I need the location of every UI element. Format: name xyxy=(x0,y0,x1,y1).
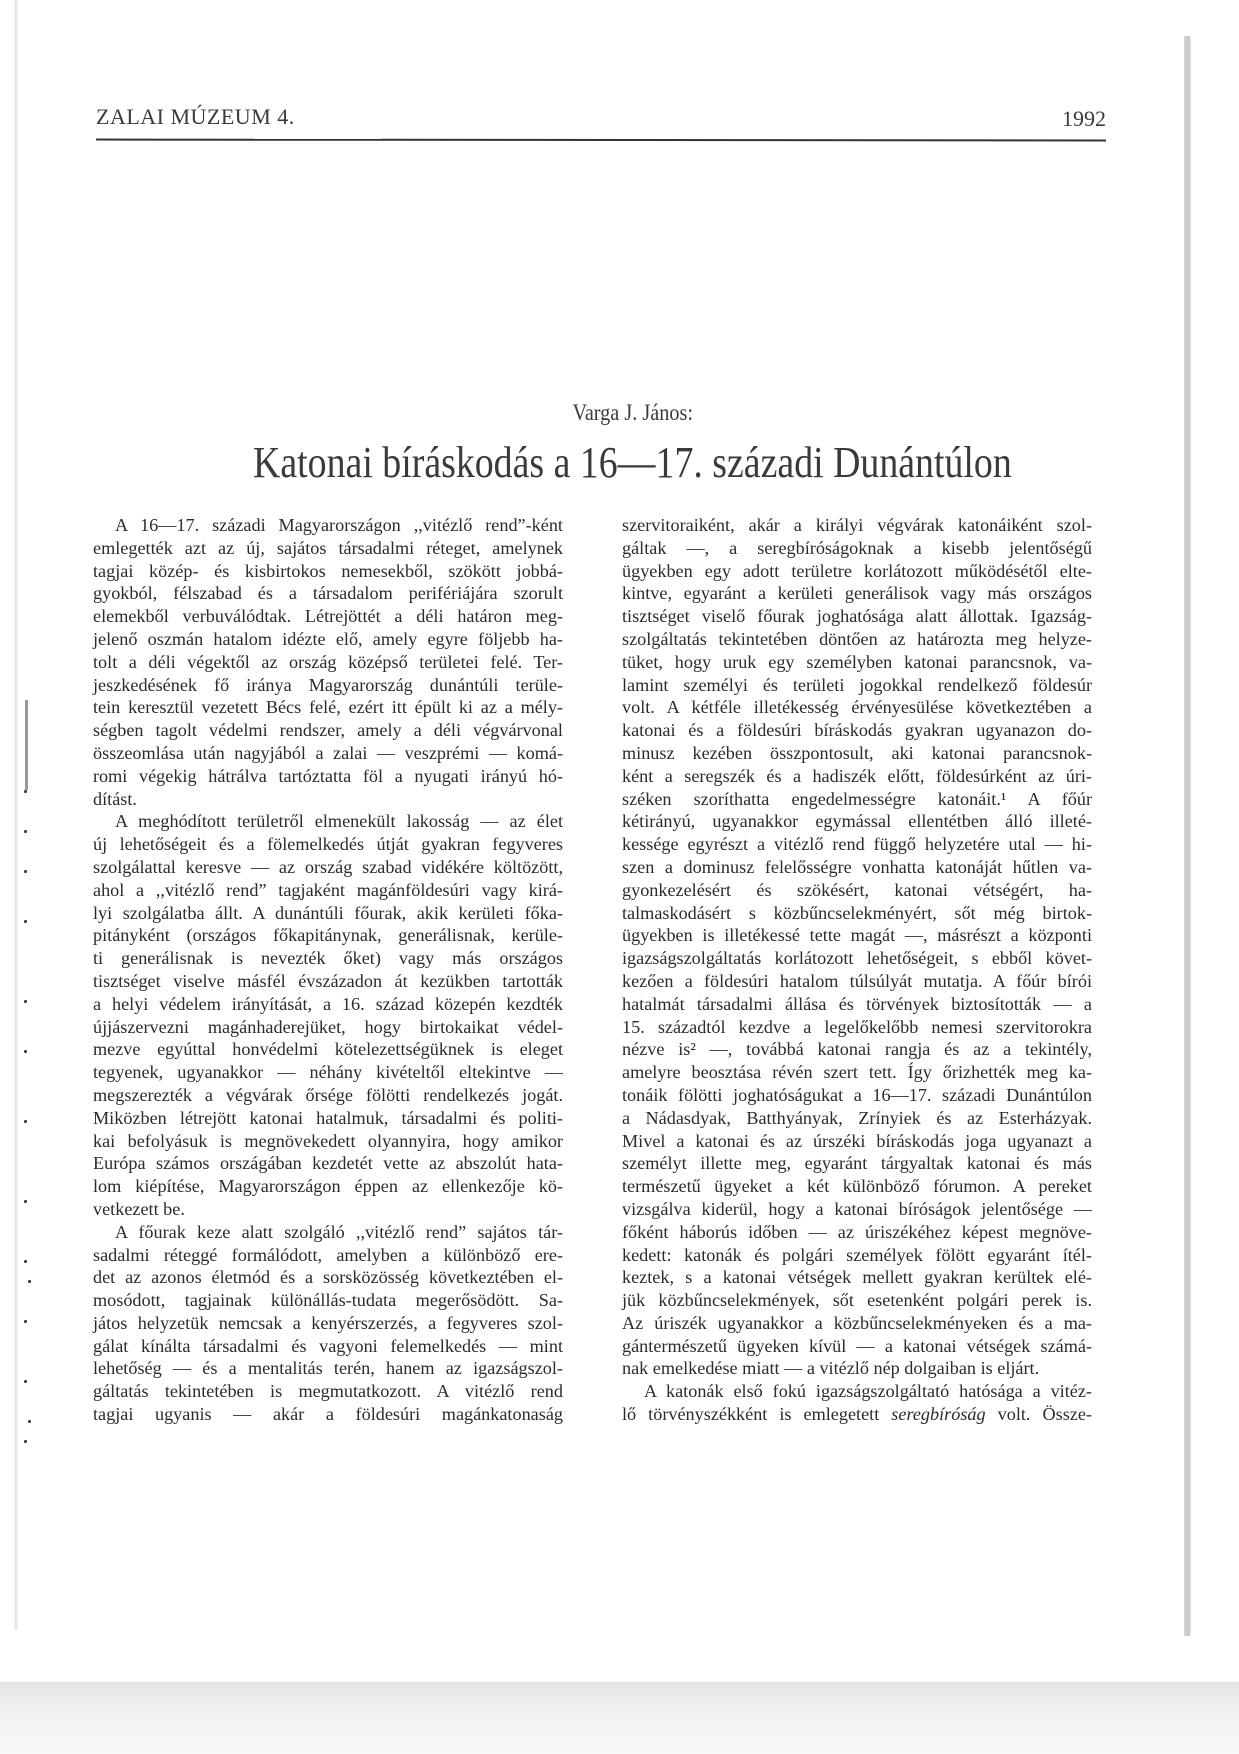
text-line: jük közbűncselekmények, sőt esetenként polgári perek is. xyxy=(622,1290,1092,1311)
text-line: ügyekben egy adott területre korlátozott működésétől elte- xyxy=(622,560,1092,581)
text-line: emlegették azt az új, sajátos társadalmi réteget, amelynek xyxy=(93,537,563,558)
text-line: A katonák első fokú igazságszolgáltató hatósága a vitéz- xyxy=(644,1381,1092,1402)
text-line: lyi szolgálatba állt. A dunántúli főurak, akik kerületi főka- xyxy=(93,902,563,923)
text-line: szervitoraiként, akár a királyi végvárak katonáiként szol- xyxy=(622,515,1092,535)
article-title: Katonai bíráskodás a 16—17. századi Dunántúlon xyxy=(253,438,1012,487)
text-line: mosódott, tagjainak különállás-tudata megerősödött. Sa- xyxy=(93,1290,563,1311)
text-line: szolgáltatás tekintetében döntően az határozta meg helyze- xyxy=(622,628,1092,649)
text-line: A főurak keze alatt szolgáló ,,vitézlő rend” sajátos tár- xyxy=(115,1221,563,1242)
text-line: ként a seregszék és a hadiszék előtt, földesúrként az úri- xyxy=(622,765,1092,786)
right-column xyxy=(622,514,1092,1426)
text-line: természetű ügyeket a két különböző fórumon. A pereket xyxy=(622,1176,1092,1197)
text-line: kessége egyrészt a vitézlő rend függő helyzetére utal — hi- xyxy=(622,834,1092,855)
text-line: vetkezett be. xyxy=(93,1198,185,1219)
text-line: minusz kezében összpontosult, aki katonai parancsnok- xyxy=(622,742,1092,763)
text-line: lehetőség — és a mentalitás terén, hanem az igazságszol- xyxy=(93,1358,563,1379)
text-line: főként háborús időben — az úriszékéhez képest megnöve- xyxy=(622,1221,1092,1242)
text-line-mixed xyxy=(622,1403,1092,1426)
running-header xyxy=(96,100,1106,140)
text-line: Az úriszék ugyanakkor a közbűncselekményeken és a ma- xyxy=(622,1312,1092,1333)
text-line: tisztséget viselve másfél évszázadon át kezükben tartották xyxy=(93,970,563,991)
text-line: új lehetőségeit és a fölemelkedés útját gyakran fegyveres xyxy=(93,834,563,855)
text-line: gálat kínálta társadalmi és vagyoni felemelkedés — mint xyxy=(93,1335,563,1356)
text-line: hatalmát társadalmi állása és törvények biztosították — a xyxy=(622,993,1092,1014)
text-line: ti generálisnak is nevezték őket) vagy más országos xyxy=(93,948,563,969)
text-line: A 16—17. századi Magyarországon ,,vitézlő rend”-ként xyxy=(115,515,563,535)
text-line: Mivel a katonai és az úrszéki bíráskodás joga ugyanazt a xyxy=(622,1130,1092,1151)
scan-bottom-shadow xyxy=(0,1682,1239,1754)
text-line: a helyi védelem irányítását, a 16. század közepén kezdték xyxy=(93,993,563,1014)
text-line: személyt illette meg, egyaránt tárgyaltak katonai és más xyxy=(622,1153,1092,1174)
text-line: igazságszolgáltatás korlátozott lehetőségeit, s ebből követ- xyxy=(622,948,1092,969)
text-line: pitányként (országos főkapitánynak, generálisnak, kerüle- xyxy=(93,925,563,946)
text-line: tein keresztül vezetett Bécs felé, ezért itt épült ki az a mély- xyxy=(93,697,563,718)
text-line: játos helyzetük nemcsak a kenyérszerzés, a fegyveres szol- xyxy=(93,1312,563,1333)
text-line: megszerezték a végvárak őrsége fölötti rendelkezés jogát. xyxy=(93,1084,563,1105)
text-line: gáltatás tekintetében is megmutatkozott. A vitézlő rend xyxy=(93,1381,563,1402)
header-rule xyxy=(96,139,1106,142)
text-line: amelyre beosztása révén szert tett. Így őrizhették meg ka- xyxy=(622,1062,1092,1083)
text-line: összeomlása után nagyjából a zalai — veszprémi — komá- xyxy=(93,742,563,763)
text-line: dítást. xyxy=(93,788,137,809)
text-line: gyokból, félszabad és a társadalom perifériájára szorult xyxy=(93,583,563,604)
text-line: újjászervezni magánhaderejüket, hogy birtokaikat védel- xyxy=(93,1016,563,1037)
text-line: vizsgálva kiderül, hogy a katonai bíróságok jelentősége — xyxy=(622,1198,1092,1219)
text-line: Miközben létrejött katonai hatalmuk, társadalmi és politi- xyxy=(93,1107,563,1128)
text-line: ségben tagolt védelmi rendszer, amely a déli végvárvonal xyxy=(93,720,563,741)
text-line: kedett: katonák és polgári személyek fölött egyaránt ítél- xyxy=(622,1244,1092,1265)
text-line: széken szoríthatta engedelmességre katonáit.¹ A főúr xyxy=(622,788,1092,809)
journal-year: 1992 xyxy=(1062,106,1106,131)
text-line: lom kiépítése, Magyarországon éppen az ellenkezője kö- xyxy=(93,1176,563,1197)
text-line: lamint személyi és területi jogokkal rendelkező földesúr xyxy=(622,674,1092,695)
text-line: romi végekig hátrálva tartóztatta föl a nyugati irányú hó- xyxy=(93,765,563,786)
text-line: nézve is² —, továbbá katonai rangja és az a tekintély, xyxy=(622,1039,1092,1060)
text-line: Európa számos országában kezdetét vette az abszolút hata- xyxy=(93,1153,563,1174)
text-segment: lő törvényszékként is emlegetett xyxy=(622,1404,892,1425)
text-line: keztek, s a katonai vétségek mellett gyakran kerültek elé- xyxy=(622,1267,1092,1288)
text-line: tisztséget viselő főurak joghatósága alatt állottak. Igazság- xyxy=(622,606,1092,627)
text-line: szolgálattal keresve — az ország szabad vidékére költözött, xyxy=(93,856,563,877)
text-line: kétirányú, ugyanakkor egymással ellentétben álló illeté- xyxy=(622,811,1092,832)
scan-left-edge xyxy=(14,0,18,1630)
scan-right-edge xyxy=(1184,36,1191,1636)
text-line: ügyekben is illetékessé tette magát —, másrészt a központi xyxy=(622,925,1092,946)
text-line: gáltak —, a seregbíróságoknak a kisebb jelentőségű xyxy=(622,537,1092,558)
journal-name: ZALAI MÚZEUM 4. xyxy=(96,104,295,129)
text-line: mezve egyúttal honvédelmi kötelezettségüknek is eleget xyxy=(93,1039,563,1060)
text-line: volt. A kétféle illetékesség érvényesülése következtében a xyxy=(622,697,1092,718)
article-author: Varga J. János: xyxy=(572,400,693,425)
text-line: 15. századtól kezdve a legelőkelőbb nemesi szervitorokra xyxy=(622,1016,1092,1037)
italic-term: seregbíróság xyxy=(891,1404,986,1425)
text-line: jeszkedésének fő iránya Magyarország dunántúli terüle- xyxy=(93,674,563,695)
text-line: talmaskodásért s közbűncselekményért, sőt még birtok- xyxy=(622,902,1092,923)
margin-specks xyxy=(24,620,34,1520)
text-line: nak emelkedése miatt — a vitézlő nép dolgaiban is eljárt. xyxy=(622,1358,1040,1379)
text-line: kezően a földesúri hatalom túlsúlyát mutatja. A főúr bírói xyxy=(622,970,1092,991)
text-line: tolt a déli végektől az ország középső területei felé. Ter- xyxy=(93,651,563,672)
text-line: A meghódított területről elmenekült lakosság — az élet xyxy=(115,811,563,832)
text-line: ahol a ,,vitézlő rend” tagjaként magánföldesúri vagy kirá- xyxy=(93,879,563,900)
text-line: kai befolyásuk is megnövekedett olyannyira, hogy amikor xyxy=(93,1130,563,1151)
text-line: tonáik fölötti joghatóságukat a 16—17. századi Dunántúlon xyxy=(622,1084,1092,1105)
text-line: gyonkezelésért és szökésért, katonai vétségért, ha- xyxy=(622,879,1092,900)
text-line: tegyenek, ugyanakkor — néhány kivételtől eltekintve — xyxy=(93,1062,563,1083)
text-line: kintve, egyaránt a kerületi generálisok vagy más országos xyxy=(622,583,1092,604)
text-line: det az azonos életmód és a sorsközösség következtében el- xyxy=(93,1267,563,1288)
text-line: sadalmi réteggé formálódott, amelyben a különböző ere- xyxy=(93,1244,563,1265)
text-line: elemekből verbuválódtak. Létrejöttét a déli határon meg- xyxy=(93,606,563,627)
text-line: tagjai ugyanis — akár a földesúri magánkatonaság xyxy=(93,1404,563,1425)
text-line: jelenő oszmán hatalom idézte elő, amely egyre följebb ha- xyxy=(93,628,563,649)
text-line: tagjai közép- és kisbirtokos nemesekből, szökött jobbá- xyxy=(93,560,563,581)
text-line: gántermészetű ügyeken kívül — a katonai vétségek számá- xyxy=(622,1335,1092,1356)
text-line: a Nádasdyak, Batthyányak, Zrínyiek és az Esterházyak. xyxy=(622,1107,1092,1128)
left-column xyxy=(93,514,563,1426)
text-line: katonai és a földesúri bíráskodás gyakran ugyanazon do- xyxy=(622,720,1092,741)
text-line: tüket, hogy uruk egy személyben katonai parancsnok, va- xyxy=(622,651,1092,672)
text-line: szen a dominusz felelősségre vonhatta katonáját hűtlen va- xyxy=(622,856,1092,877)
text-segment: volt. Össze- xyxy=(985,1404,1092,1425)
